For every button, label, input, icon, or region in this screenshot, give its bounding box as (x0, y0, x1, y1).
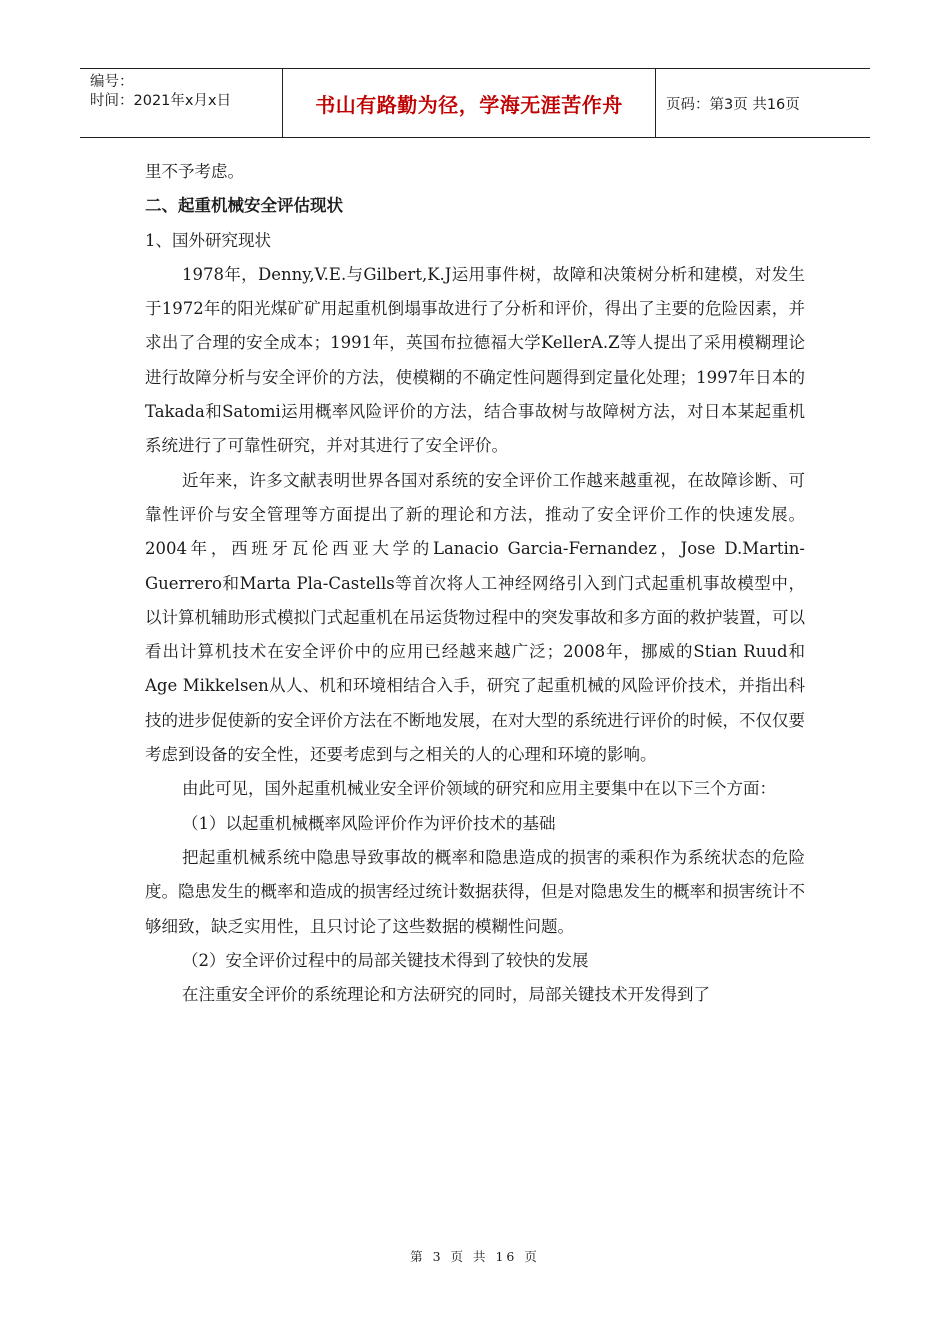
subsection-heading: 1、国外研究现状 (145, 230, 271, 250)
header-meta-cell (80, 69, 282, 137)
page-footer: 第 3 页 共 16 页 (410, 1249, 540, 1264)
paragraph-continuation: 里不予考虑。 (145, 162, 244, 181)
paragraph: 在注重安全评价的系统理论和方法研究的同时，局部关键技术开发得到了 (182, 985, 710, 1005)
list-item-heading: （2）安全评价过程中的局部关键技术得到了较快的发展 (182, 950, 589, 970)
header-page-code: 页码：第3页 共16页 (666, 96, 800, 113)
paragraph: 近年来，许多文献表明世界各国对系统的安全评价工作越来越重视，在故障诊断、可靠性评价与安全管理等方面提出了新的理论和方法，推动了安全评价工作的快速发展。2004年，西班牙瓦伦西亚大学的Lanacio Garcia-Fernandez，Jose D.Martin-Guerrero和Marta Pla-Castells等首次将人工神经网络引入到门式起重机事故模型中，以计算机辅助形式模拟门式起重机在吊运货物过程中的突发事故和多方面的救护装置，可以看出计算机技术在安全评价中的应用已经越来越广泛；2008年，挪威的Stian Ruud和Age Mikkelsen从人、机和环境相结合入手，研究了起重机械的风险评价技术，并指出科技的进步促使新的安全评价方法在不断地发展，在对大型的系统进行评价的时候，不仅仅要考虑到设备的安全性，还要考虑到与之相关的人的心理和环境的影响。 (145, 470, 805, 765)
document-number-label: 编号： (90, 74, 134, 90)
header-motto: 书山有路勤为径，学海无涯苦作舟 (282, 69, 656, 137)
paragraph: 1978年，Denny,V.E.与Gilbert,K.J运用事件树，故障和决策树分析和建模，对发生于1972年的阳光煤矿矿用起重机倒塌事故进行了分析和评价，得出了主要的危险因素，并求出了合理的安全成本；1991年，英国布拉德福大学KellerA.Z等人提出了采用模糊理论进行故障分析与安全评价的方法，使模糊的不确定性问题得到定量化处理；1997年日本的Takada和Satomi运用概率风险评价的方法，结合事故树与故障树方法，对日本某起重机系统进行了可靠性研究，并对其进行了安全评价。 (145, 264, 805, 456)
header-table (80, 68, 870, 138)
list-item-heading: （1）以起重机械概率风险评价作为评价技术的基础 (182, 813, 556, 833)
section-heading: 二、起重机械安全评估现状 (145, 196, 343, 216)
document-body (145, 155, 805, 1012)
document-time-label: 时间：2021年x月x日 (90, 93, 232, 109)
paragraph: 由此可见，国外起重机械业安全评价领域的研究和应用主要集中在以下三个方面： (182, 779, 776, 799)
paragraph: 把起重机械系统中隐患导致事故的概率和隐患造成的损害的乘积作为系统状态的危险度。隐患发生的概率和造成的损害经过统计数据获得，但是对隐患发生的概率和损害统计不够细致，缺乏实用性，且只讨论了这些数据的模糊性问题。 (145, 847, 805, 936)
